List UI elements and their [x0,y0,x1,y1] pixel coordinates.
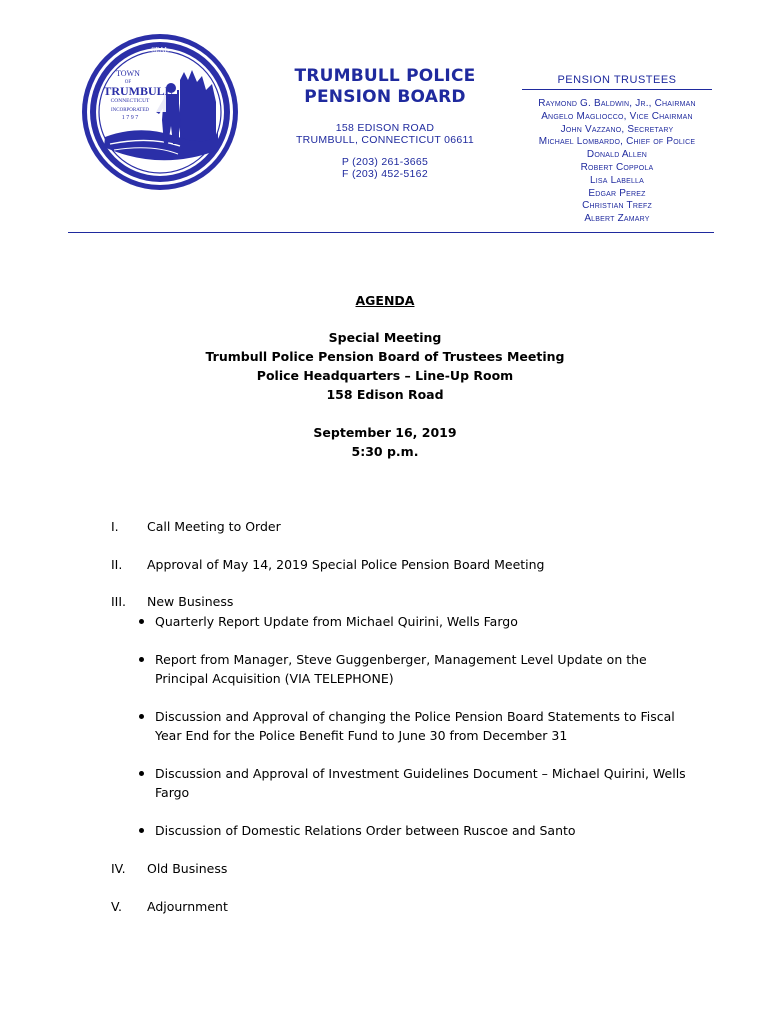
org-address-line2: TRUMBULL, CONNECTICUT 06611 [295,134,475,146]
meeting-location: Police Headquarters – Line-Up Room [256,368,514,383]
agenda-item-number: IV. [111,861,126,876]
subitem-text: Discussion and Approval of Investment Guidelines Document – Michael Quirini, Wells Fargo [155,766,686,800]
meeting-type: Special Meeting [328,330,442,345]
meeting-date: September 16, 2019 [313,425,457,440]
trustee-name: Christian Trefz [582,200,652,212]
subitem-text: Report from Manager, Steve Guggenberger, Management Level Update on the Principal Acquisition (VIA TELEPHONE) [155,652,647,686]
meeting-time: 5:30 p.m. [351,444,419,459]
bullet-icon [139,771,155,802]
trustee-name: Michael Lombardo, Chief of Police [538,136,696,148]
agenda-item-text: Call Meeting to Order [147,519,281,534]
agenda-items [111,517,691,916]
agenda-item-text: New Business [147,594,234,609]
org-address-line1: 158 EDISON ROAD [335,122,435,134]
agenda-item [111,897,691,916]
subitem-text: Discussion and Approval of changing the Police Pension Board Statements to Fiscal Year End for the Police Benefit Fund to June 30 from December 31 [155,709,675,743]
bullet-icon [139,828,155,840]
trustee-name: Albert Zamary [584,213,650,225]
agenda-item-number: III. [111,594,127,609]
new-business-subitems [139,612,691,840]
seal-of-text: OF [124,80,132,85]
agenda-item [111,517,691,536]
agenda-item-number: V. [111,899,122,914]
trustee-name: Edgar Perez [588,187,646,199]
trustee-name: John Vazzano, Secretary [560,123,674,135]
org-phone: P (203) 261-3665 [341,156,429,168]
subitem-text: Quarterly Report Update from Michael Quirini, Wells Fargo [155,614,518,629]
trustee-name: Raymond G. Baldwin, Jr., Chairman [538,98,696,109]
agenda-item-text: Old Business [147,861,228,876]
agenda-item [111,859,691,878]
agenda-heading [0,292,770,461]
town-seal-logo [80,32,240,192]
organization-header [270,66,500,180]
list-item [139,612,691,631]
trustee-name: Angelo Magliocco, Vice Chairman [541,110,693,122]
seal-name-text: TRUMBULL [103,84,173,98]
agenda-title: AGENDA [355,293,415,308]
seal-incorporated-text: INCORPORATED [110,108,150,113]
list-item [139,707,691,745]
subitem-text: Discussion of Domestic Relations Order between Ruscoe and Santo [155,823,576,838]
meeting-address: 158 Edison Road [326,387,444,402]
list-item [139,821,691,840]
agenda-item-number: II. [111,557,123,572]
seal-top-text: ·SEAL· [148,46,172,54]
trustees-title: PENSION TRUSTEES [522,74,712,90]
meeting-name: Trumbull Police Pension Board of Trustees Meeting [205,349,565,364]
trustee-name: Donald Allen [586,149,648,161]
agenda-item [111,592,691,611]
header-divider [68,232,714,233]
pension-trustees-list [517,74,717,226]
list-item [139,764,691,802]
org-name-line2: PENSION BOARD [304,87,466,107]
seal-state-text: CONNECTICUT [110,98,150,104]
agenda-item-text: Approval of May 14, 2019 Special Police Pension Board Meeting [147,557,545,572]
org-fax: F (203) 452-5162 [342,168,428,180]
bullet-icon [139,714,155,745]
bullet-icon [139,619,155,631]
trustee-name: Robert Coppola [580,161,654,173]
agenda-item-number: I. [111,519,119,534]
list-item [139,650,691,688]
trustee-name: Lisa Labella [589,174,645,186]
seal-town-text: TOWN [116,69,140,78]
seal-year-text: 1 7 9 7 [121,115,139,121]
bullet-icon [139,657,155,688]
org-name-line1: TRUMBULL POLICE [294,66,476,86]
agenda-item-text: Adjournment [147,899,228,914]
agenda-item [111,555,691,574]
